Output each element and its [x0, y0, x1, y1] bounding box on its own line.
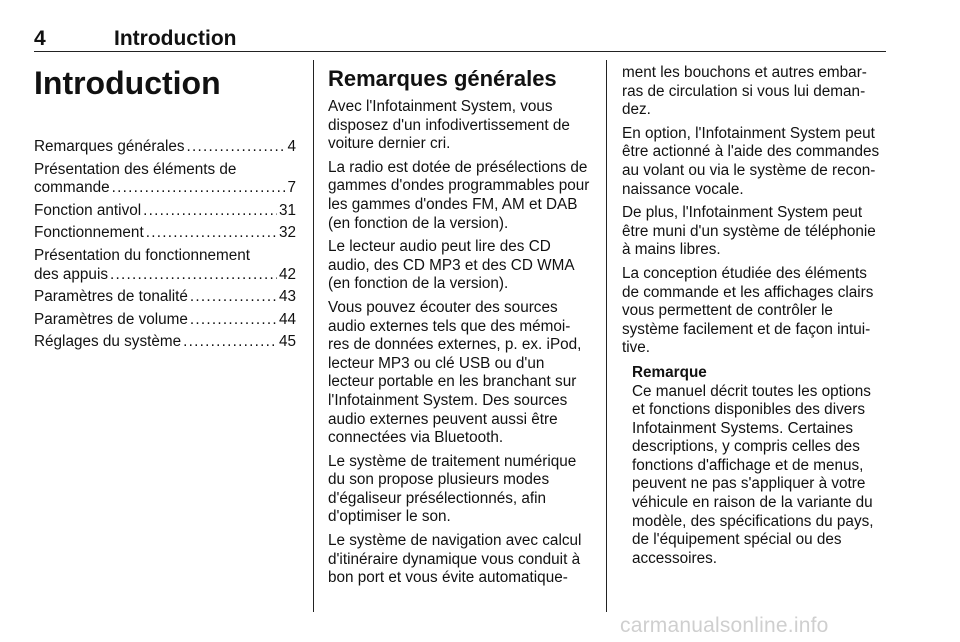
- toc-label: Fonctionnement: [34, 224, 144, 242]
- toc-page: 44: [278, 310, 296, 328]
- paragraph: En option, l'Infotainment System peut être actionné à l'aide des commandes au volant ou via le système de recon-naissance vocale.: [622, 124, 880, 198]
- toc-page: 31: [278, 201, 296, 219]
- paragraph: Le système de traitement numérique du son propose plusieurs modes d'égaliseur présélectionnés, afin d'optimiser le son.: [328, 452, 577, 526]
- section-title: Remarques générales: [328, 66, 557, 91]
- page-number: 4: [34, 27, 46, 50]
- toc-label: Remarques générales: [34, 138, 185, 155]
- paragraph: La conception étudiée des éléments de commande et les affichages clairs vous permettent de contrôler le système facilement et de façon intui-tive.: [622, 264, 874, 357]
- toc-label: Paramètres de tonalité: [34, 288, 188, 306]
- toc-label: Réglages du système: [34, 333, 182, 351]
- paragraph: Avec l'Infotainment System, vous disposez d'un infodivertissement de voiture dernier cri.: [328, 98, 570, 153]
- paragraph: Le système de navigation avec calcul d'itinéraire dynamique vous conduit à bon port et vous évite automatique-: [328, 532, 582, 587]
- header-rule: [34, 51, 886, 52]
- paragraph: ment les bouchons et autres embar-ras de circulation si vous lui deman-dez.: [622, 64, 867, 119]
- note-box: [632, 364, 886, 569]
- page-header: [34, 28, 886, 50]
- body-column-2: [328, 64, 590, 593]
- toc-item-appuis[interactable]: [34, 247, 296, 284]
- paragraph: La radio est dotée de présélections de gammes d'ondes programmables pour les gammes d'ondes FM, AM et DAB (en fonction de la version).: [328, 158, 590, 232]
- paragraph: De plus, l'Infotainment System peut être muni d'un système de téléphonie à mains libres.: [622, 204, 876, 259]
- column-divider-1: [313, 60, 314, 612]
- toc-page: 45: [278, 333, 296, 351]
- body-column-3: [622, 64, 886, 568]
- toc-label: commande: [34, 179, 110, 197]
- toc-item-fonctionnement[interactable]: [34, 224, 296, 243]
- watermark: carmanualsonline.info: [620, 614, 829, 637]
- toc-item-volume[interactable]: [34, 311, 296, 330]
- paragraph: Le lecteur audio peut lire des CD audio, des CD MP3 et des CD WMA (en fonction de la version).: [328, 238, 574, 293]
- toc-item-tonalite[interactable]: [34, 288, 296, 307]
- toc-item-reglages[interactable]: [34, 333, 296, 352]
- note-title: Remarque: [632, 363, 707, 381]
- toc-page: 4: [287, 138, 296, 155]
- toc-item-commande[interactable]: [34, 161, 296, 198]
- running-title: Introduction: [114, 27, 237, 50]
- toc-label: des appuis: [34, 265, 108, 283]
- toc-item-remarques[interactable]: [34, 138, 296, 157]
- toc-page: 32: [278, 224, 296, 242]
- column-divider-2: [606, 60, 607, 612]
- toc-item-antivol[interactable]: [34, 202, 296, 221]
- toc-label-line1: Présentation du fonctionnement: [34, 246, 251, 264]
- toc-label-line1: Présentation des éléments de: [34, 160, 237, 178]
- toc-page: 43: [278, 288, 296, 306]
- paragraph: Vous pouvez écouter des sources audio externes tels que des mémoi-res de données externes, p. ex. iPod, lecteur MP3 ou clé USB ou d'un lecteur portable en les branchant sur l'Infotainment System. Des sources audio externes peuvent aussi être connectées via Bluetooth.: [328, 298, 582, 447]
- toc-page: 42: [278, 265, 296, 283]
- toc-label: Paramètres de volume: [34, 310, 188, 328]
- toc-label: Fonction antivol: [34, 201, 142, 219]
- chapter-title: Introduction: [34, 65, 221, 101]
- toc-column: [34, 64, 296, 356]
- note-text: Ce manuel décrit toutes les options et fonctions disponibles des divers Infotainment Systems. Certaines descriptions, y compris celles des fonctions d'affichage et de menus, peuvent ne pas s'appliquer à votre véhicule en raison de la variante du modèle, des spécifications du pays, de l'équipement spécial ou des accessoires.: [632, 382, 874, 567]
- toc-page: 7: [287, 179, 296, 197]
- table-of-contents: [34, 138, 296, 352]
